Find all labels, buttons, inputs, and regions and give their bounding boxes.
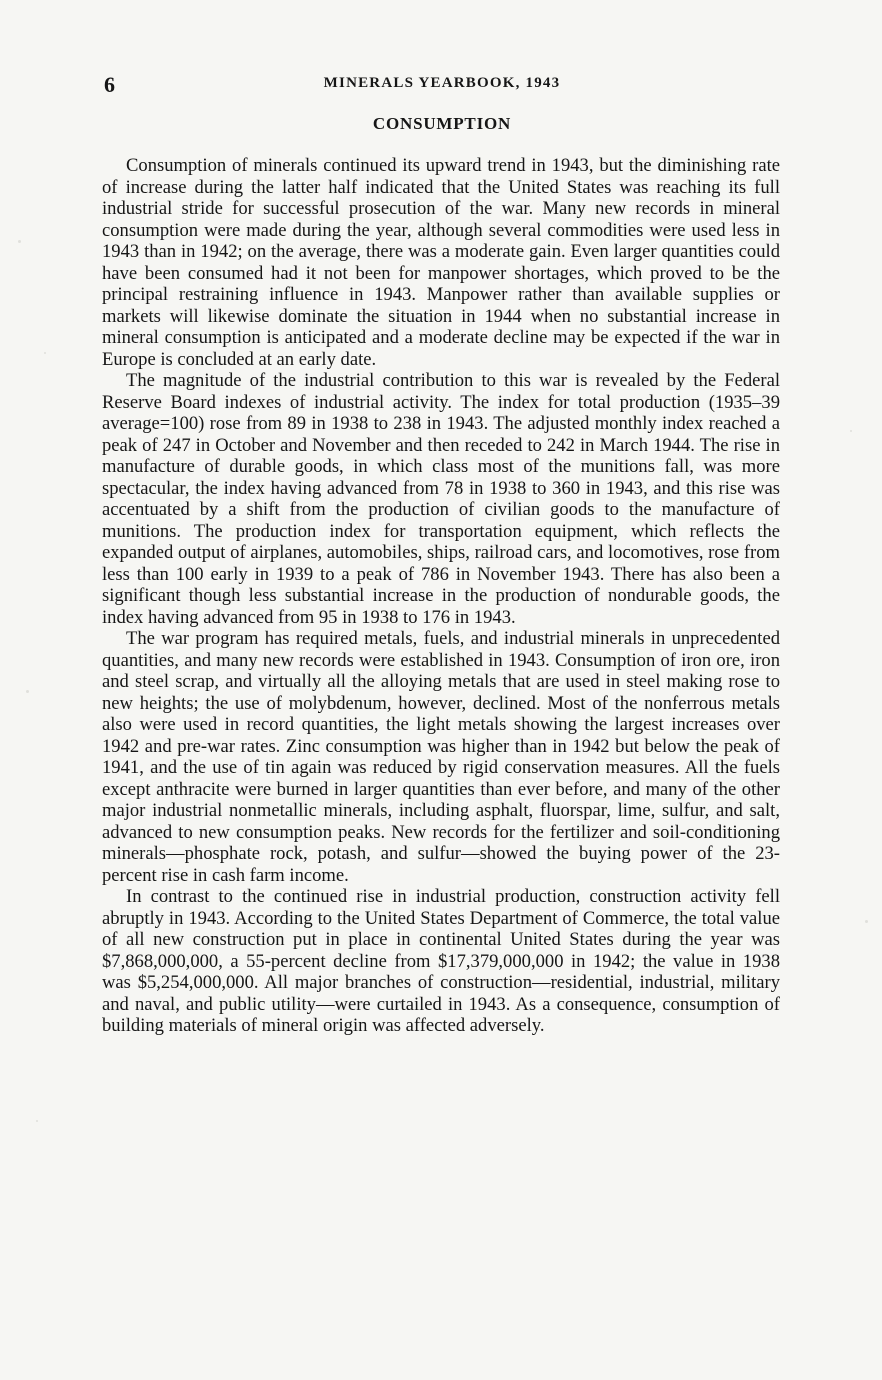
running-title: MINERALS YEARBOOK, 1943 <box>323 75 561 91</box>
article-body <box>102 155 780 1037</box>
section-title: CONSUMPTION <box>372 114 512 133</box>
paragraph: Consumption of minerals continued its upward trend in 1943, but the diminishing rate of increase during the latter half indicated that the United States was reaching its full industrial stride for successful prosecution of the war. Many new records in mineral consumption were made during the year, although several commodities were used less in 1943 than in 1942; on the average, there was a moderate gain. Even larger quantities could have been consumed had it not been for manpower shortages, which proved to be the principal restraining influence in 1943. Manpower rather than available supplies or markets will likewise dominate the situation in 1944 when no substantial increase in mineral consumption is anticipated and a moderate decline may be expected if the war in Europe is concluded at an early date. <box>102 155 780 370</box>
paragraph: The magnitude of the industrial contribution to this war is revealed by the Federal Reserve Board indexes of industrial activity. The index for total production (1935–39 average=100) rose from 89 in 1938 to 238 in 1943. The adjusted monthly index reached a peak of 247 in October and November and then receded to 242 in March 1944. The rise in manufacture of durable goods, in which class most of the munitions fall, was more spectacular, the index having advanced from 78 in 1938 to 360 in 1943, and this rise was accentuated by a shift from the production of civilian goods to the manufacture of munitions. The production index for transportation equipment, which reflects the expanded output of airplanes, automobiles, ships, railroad cars, and locomotives, rose from less than 100 early in 1939 to a peak of 786 in November 1943. There has also been a significant though less substantial increase in the production of nondurable goods, the index having advanced from 95 in 1938 to 176 in 1943. <box>102 370 780 628</box>
paragraph: In contrast to the continued rise in industrial production, construction activity fell abruptly in 1943. According to the United States Department of Commerce, the total value of all new construction put in place in continental United States during the year was $7,868,000,000, a 55-percent decline from $17,379,000,000 in 1942; the value in 1938 was $5,254,000,000. All major branches of construction—residential, industrial, military and naval, and public utility—were curtailed in 1943. As a consequence, consumption of building materials of mineral origin was affected adversely. <box>102 886 780 1036</box>
page-header <box>104 72 780 100</box>
paragraph: The war program has required metals, fuels, and industrial minerals in unprecedented quantities, and many new records were established in 1943. Consumption of iron ore, iron and steel scrap, and virtually all the alloying metals that are used in steel making rose to new heights; the use of molybdenum, however, declined. Most of the nonferrous metals also were used in record quantities, the light metals showing the largest increases over 1942 and pre-war rates. Zinc consumption was higher than in 1942 but below the peak of 1941, and the use of tin again was reduced by rigid conservation measures. All the fuels except anthracite were burned in larger quantities than ever before, and many of the other major industrial nonmetallic minerals, including asphalt, fluorspar, lime, sulfur, and salt, advanced to new consumption peaks. New records for the fertilizer and soil-conditioning minerals—phosphate rock, potash, and sulfur—showed the buying power of the 23-percent rise in cash farm income. <box>102 628 780 886</box>
page-number: 6 <box>104 72 115 97</box>
